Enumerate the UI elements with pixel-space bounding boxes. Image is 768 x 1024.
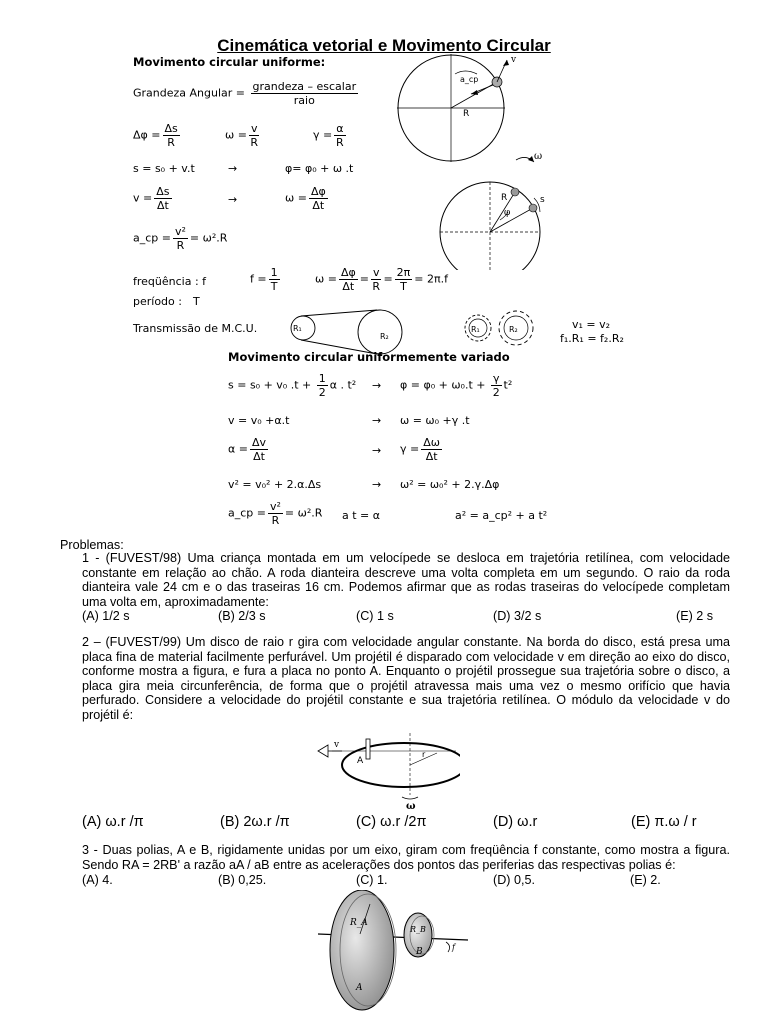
gear-r2-label: R₂ xyxy=(509,325,518,334)
p1-option-a[interactable]: (A) 1/2 s xyxy=(82,609,130,623)
p2-option-d[interactable]: (D) ω.r xyxy=(493,814,538,830)
mcuv-heading: Movimento circular uniformemente variado xyxy=(228,350,510,364)
mcuv-formula-a-total: a² = a_cp² + a t² xyxy=(455,509,548,522)
arrow: → xyxy=(372,478,382,491)
pulley-f-label: f xyxy=(452,943,455,952)
belt-r2-label: R₂ xyxy=(380,332,389,341)
mcuv-formula-acp: a_cp = $\frac{\text{v²}}{R}$ = ω².R xyxy=(228,500,323,527)
p3-option-c[interactable]: (C) 1. xyxy=(356,873,388,887)
formula-phi-linear: φ= φ₀ + ω .t xyxy=(285,162,354,175)
problems-header: Problemas: xyxy=(60,538,124,552)
frequencia-label: freqüência : f xyxy=(133,275,207,288)
periodo-label: período : xyxy=(133,295,182,308)
fig2-omega-label: ω xyxy=(534,151,543,162)
mcuv-formula-alpha: α = $\frac{\Delta v}{\Delta t}$ xyxy=(228,436,267,463)
p1-option-e[interactable]: (E) 2 s xyxy=(676,609,714,623)
p1-option-d[interactable]: (D) 3/2 s xyxy=(493,609,542,623)
uniform-circle-figure xyxy=(395,52,535,164)
fig1-acp-label: a_cp xyxy=(460,75,479,84)
arrow: → xyxy=(372,414,382,427)
problem-3-text: 3 - Duas polias, A e B, rigidamente unidas por um eixo, giram com freqüência f constante, como mostra a figura. Sendo RA = 2RB' a razão aA / aB entre as acelerações dos pontos das periferias das respectivas polias é: xyxy=(82,843,730,872)
p3-option-a[interactable]: (A) 4. xyxy=(82,873,113,887)
mcuv-formula-s: s = s₀ + v₀ .t + $\frac{1}{2}$ α . t² xyxy=(228,372,357,399)
mcuv-formula-torricelli-angular: ω² = ω₀² + 2.γ.Δφ xyxy=(400,478,500,491)
transmissao-eq1: v₁ = v₂ xyxy=(572,318,611,331)
formula-omega-dphi-dt: ω = $\frac{\Delta\varphi}{\Delta t}$ xyxy=(285,185,326,212)
gear-figure xyxy=(460,306,552,352)
transmissao-label: Transmissão de M.C.U. xyxy=(133,322,258,335)
disc-r-label: r xyxy=(422,750,426,759)
mcuv-formula-phi: φ = φ₀ + ω₀.t + $\frac{\gamma}{2}$ t² xyxy=(400,372,513,399)
p1-option-c[interactable]: (C) 1 s xyxy=(356,609,394,623)
p2-option-a[interactable]: (A) ω.r /π xyxy=(82,814,144,830)
formula-omega-freq: ω = $\frac{\Delta\varphi}{\Delta t}$ = $\frac{v}{R}$ = $\frac{2\pi}{T}$ = 2π.f xyxy=(315,266,449,293)
disc-a-label: A xyxy=(357,756,364,766)
p2-option-e[interactable]: (E) π.ω / r xyxy=(631,814,697,830)
mcuv-formula-omega: ω = ω₀ +γ .t xyxy=(400,414,470,427)
arrow: → xyxy=(372,379,382,392)
problem-1-text: 1 - (FUVEST/98) Uma criança montada em um velocípede se desloca em trajetória retilínea, com velocidade constante em relação ao chão. A roda dianteira descreve uma volta completa em um segundo. O raio da roda dianteira vale 24 cm e o das traseiras 16 cm. Podemos afirmar que as rodas traseiras do velocípede completam uma volta em, aproximadamente: xyxy=(82,551,730,609)
formula-s-linear: s = s₀ + v.t xyxy=(133,162,195,175)
pulley-rb-label: R_B xyxy=(410,925,426,934)
formula-gamma-alpha-r: γ = $\frac{\alpha}{R}$ xyxy=(313,122,344,149)
formula-grandeza-angular: Grandeza Angular = $\frac{\text{grandeza – escalar}}{\text{raio}}$ xyxy=(133,80,357,107)
mcuv-formula-at: a t = α xyxy=(342,509,381,522)
problem-2-text: 2 – (FUVEST/99) Um disco de raio r gira com velocidade angular constante. Na borda do disco, está presa uma placa fina de material facilmente perfurável. Um projétil é disparado com velocidade v em direção ao eixo do disco, conforme mostra a figura, e fura a placa no ponto A. Enquanto o projétil prossegue sua trajetória sobre o disco, a placa gira meia circunferência, de forma que o projétil atravessa mais uma vez o mesmo orifício que havia perfurado. Considere a velocidade do projétil constante e sua trajetória retilínea. O módulo da velocidade v do projétil é: xyxy=(82,635,730,722)
belt-pulley-figure xyxy=(285,306,415,356)
p1-option-b[interactable]: (B) 2/3 s xyxy=(218,609,266,623)
fig1-v-label: v xyxy=(511,55,517,65)
pulley-b-label: B xyxy=(416,947,423,957)
arrow: → xyxy=(228,162,238,175)
mcuv-formula-gamma: γ = $\frac{\Delta\omega}{\Delta t}$ xyxy=(400,436,440,463)
arrow: → xyxy=(228,193,238,206)
disc-projectile-figure xyxy=(312,733,460,811)
mcuv-formula-v: v = v₀ +α.t xyxy=(228,414,290,427)
arrow: → xyxy=(372,444,382,457)
pulley-ra-label: R_A xyxy=(350,918,368,928)
page-title: Cinemática vetorial e Movimento Circular xyxy=(217,36,551,55)
p3-option-d[interactable]: (D) 0,5. xyxy=(493,873,535,887)
fig2-r-label: R xyxy=(501,193,508,203)
formula-acp: a_cp = $\frac{\text{v²}}{R}$ = ω².R xyxy=(133,225,228,252)
p2-option-c[interactable]: (C) ω.r /2π xyxy=(356,814,427,830)
angular-circle-figure xyxy=(430,150,565,270)
fig1-r-label: R xyxy=(463,109,470,119)
disc-omega-label: ω xyxy=(406,801,416,811)
mcu-heading: Movimento circular uniforme: xyxy=(133,55,326,69)
mcuv-formula-torricelli: v² = v₀² + 2.α.Δs xyxy=(228,478,322,491)
disc-v-label: v xyxy=(334,740,340,750)
formula-delta-phi: Δφ = $\frac{\Delta s}{R}$ xyxy=(133,122,178,149)
formula-f-1-t: f = $\frac{1}{T}$ xyxy=(250,266,278,293)
periodo-value: T xyxy=(193,295,200,308)
formula-omega-v-r: ω = $\frac{v}{R}$ xyxy=(225,122,259,149)
p2-option-b[interactable]: (B) 2ω.r /π xyxy=(220,814,290,830)
fig2-phi-label: φ xyxy=(504,208,511,218)
p3-option-e[interactable]: (E) 2. xyxy=(630,873,661,887)
gear-r1-label: R₁ xyxy=(471,325,480,334)
transmissao-eq2: f₁.R₁ = f₂.R₂ xyxy=(560,332,624,345)
fig2-s-label: s xyxy=(540,195,545,205)
belt-r1-label: R₁ xyxy=(293,324,302,333)
formula-v-ds-dt: v = $\frac{\Delta s}{\Delta t}$ xyxy=(133,185,170,212)
p3-option-b[interactable]: (B) 0,25. xyxy=(218,873,267,887)
pulley-a-label: A xyxy=(356,983,363,993)
pulleys-ab-figure xyxy=(318,890,468,1016)
